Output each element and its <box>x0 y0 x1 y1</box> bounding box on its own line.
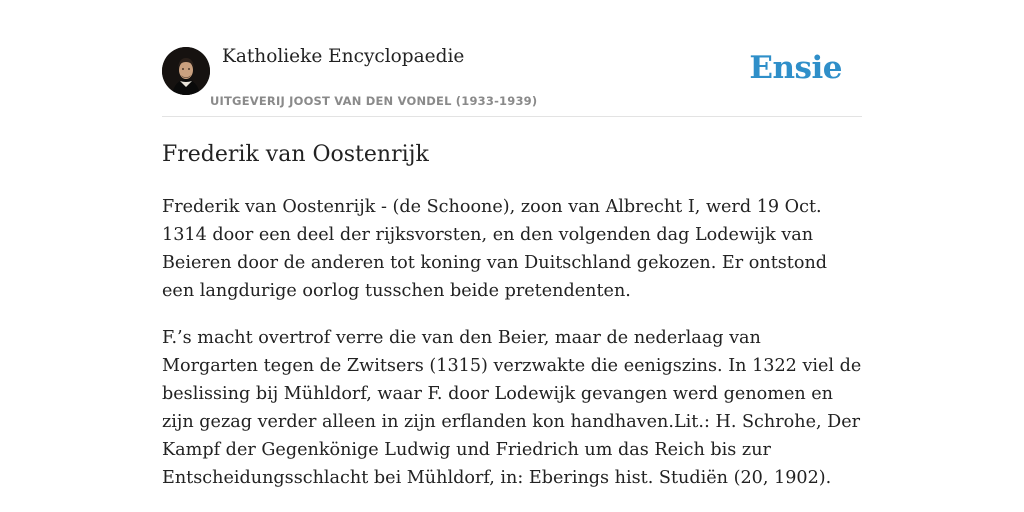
publication-title[interactable]: Katholieke Encyclopaedie <box>222 46 465 67</box>
article <box>162 139 862 492</box>
article-paragraph-2: F.’s macht overtrof verre die van den Beier, maar de nederlaag van Morgarten tegen de Zwitsers (1315) verzwakte die eenigszins. In 1322 viel de beslissing bij Mühldorf, waar F. door Lodewijk gevangen werd genomen en zijn gezag verder alleen in zijn erflanden kon handhaven.Lit.: H. Schrohe, Der Kampf der Gegenkönige Ludwig und Friedrich um das Reich bis zur Entscheidungsschlacht bei Mühldorf, in: Eberings hist. Studiën (20, 1902). <box>162 328 862 488</box>
portrait-icon <box>162 47 210 95</box>
ensie-logo-link[interactable]: Ensie <box>749 50 842 86</box>
site-header <box>162 44 862 117</box>
article-title: Frederik van Oostenrijk <box>162 142 429 167</box>
publication-avatar[interactable] <box>162 47 210 95</box>
publisher-label: UITGEVERIJ JOOST VAN DEN VONDEL (1933-1939) <box>210 94 538 108</box>
article-paragraph-1: Frederik van Oostenrijk - (de Schoone), zoon van Albrecht I, werd 19 Oct. 1314 door een deel der rijksvorsten, en den volgenden dag Lodewijk van Beieren door de anderen tot koning van Duitschland gekozen. Er ontstond een langdurige oorlog tusschen beide pretendenten. <box>162 197 828 301</box>
